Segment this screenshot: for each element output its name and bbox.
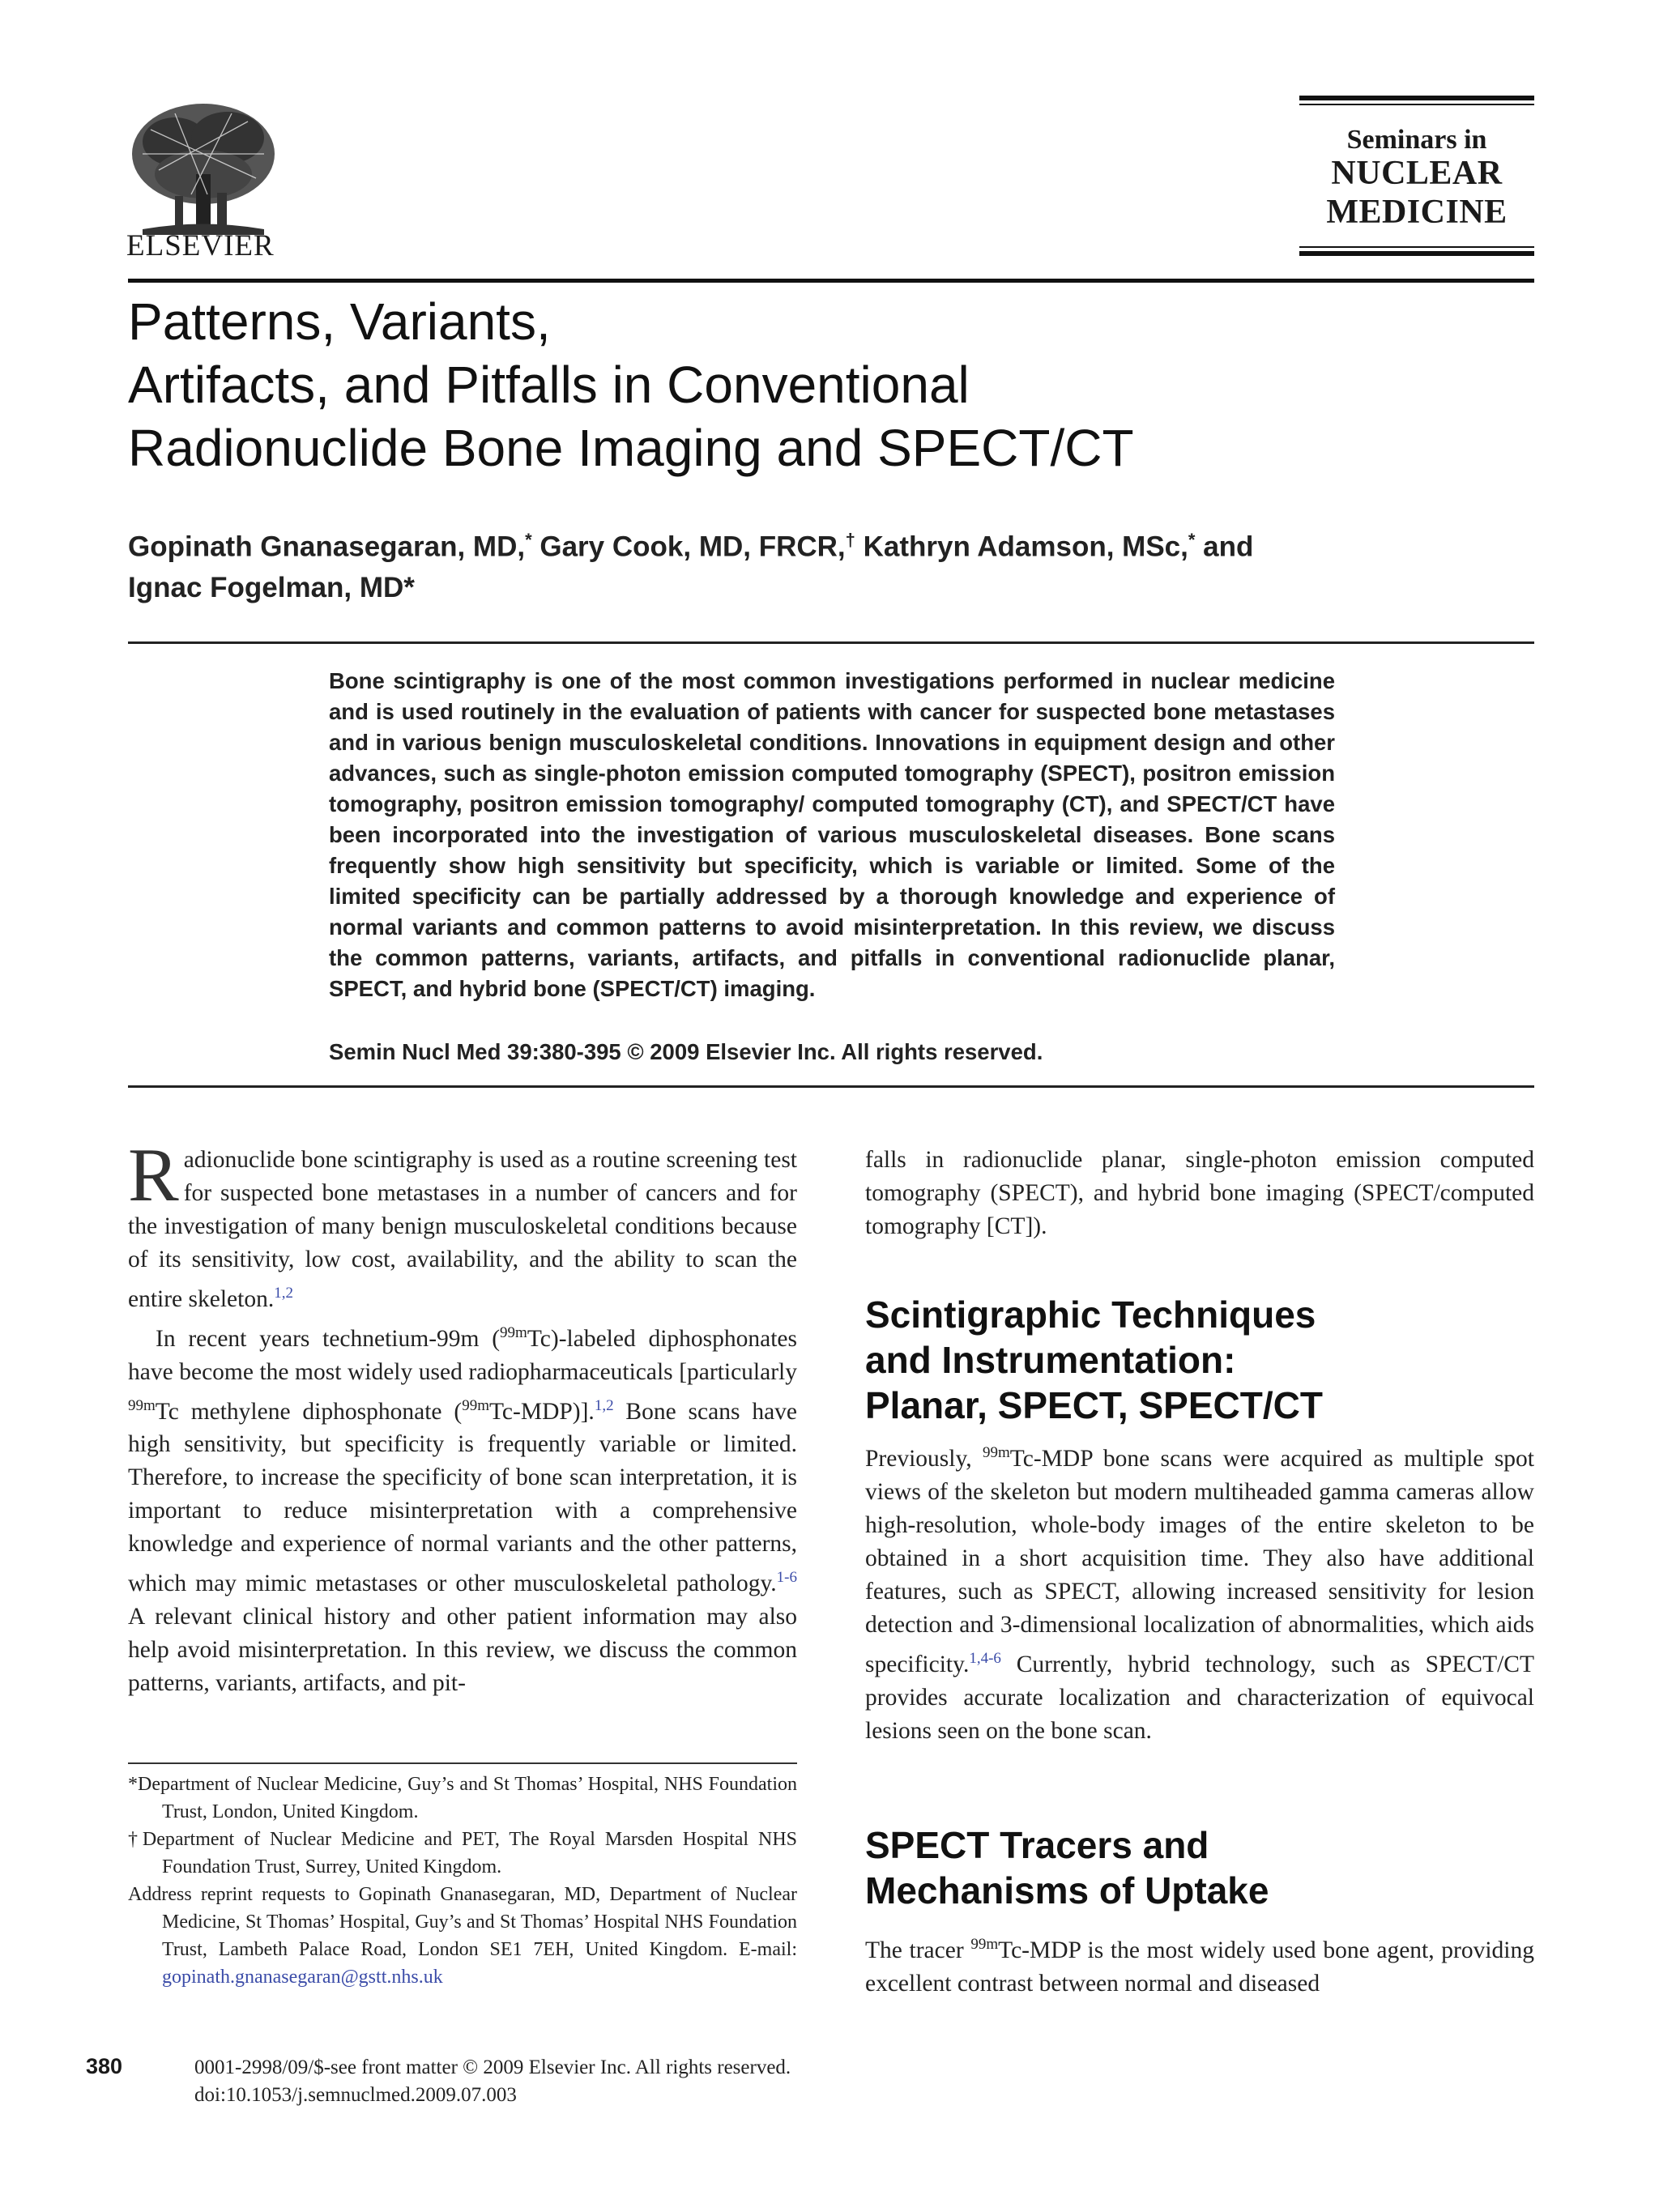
- drop-cap: R: [128, 1133, 179, 1217]
- publisher-wordmark: ELSEVIER: [126, 229, 275, 262]
- section-heading: [865, 1292, 1534, 1428]
- author-4: Ignac Fogelman, MD*: [128, 571, 415, 603]
- footnotes: [128, 1771, 797, 1991]
- reference-link[interactable]: 1,2: [594, 1396, 614, 1414]
- paragraph-text: Currently, hybrid technology, such as SPECT/CT provides accurate localization and characterization of equivocal lesions seen on the bone scan.: [865, 1651, 1534, 1744]
- isotope-mass: 99m: [970, 1936, 999, 1953]
- paragraph: [865, 1928, 1534, 2001]
- affiliation-mark: *: [525, 530, 532, 550]
- paragraph-text: Tc methylene diphosphonate (: [155, 1398, 463, 1425]
- paragraph-text: A relevant clinical history and other patient information may also help avoid misinterpretation. In this review, we discuss the common patterns, variants, artifacts, and pit-: [128, 1604, 797, 1697]
- email-link[interactable]: gopinath.gnanasegaran@gstt.nhs.uk: [162, 1967, 443, 1988]
- title-line-2: Artifacts, and Pitfalls in Conventional: [128, 356, 970, 414]
- body-column-right-intro: [865, 1144, 1534, 1243]
- journal-line-2: NUCLEAR: [1331, 155, 1503, 192]
- paragraph-text: The tracer: [865, 1937, 971, 1963]
- paragraph: falls in radionuclide planar, single-photon emission computed tomography (SPECT), and hybrid bone imaging (SPECT/computed tomography [CT]).: [865, 1147, 1534, 1239]
- article-title: [128, 290, 1505, 479]
- isotope-mass: 99m: [128, 1396, 156, 1414]
- title-line-3: Radionuclide Bone Imaging and SPECT/CT: [128, 419, 1134, 477]
- section-body: [865, 1436, 1534, 1748]
- reference-link[interactable]: 1,2: [274, 1285, 293, 1302]
- footnote-affiliation-1: *Department of Nuclear Medicine, Guy’s and St Thomas’ Hospital, NHS Foundation Trust, London, United Kingdom.: [128, 1774, 797, 1822]
- doi-line: doi:10.1053/j.semnuclmed.2009.07.003: [194, 2084, 517, 2106]
- journal-line-1: Seminars in: [1346, 125, 1487, 155]
- paragraph-text: Tc-MDP)].: [488, 1398, 595, 1425]
- abstract-citation: Semin Nucl Med 39:380-395 © 2009 Elsevier Inc. All rights reserved.: [329, 1039, 1043, 1064]
- author-3: Kathryn Adamson, MSc,: [855, 531, 1188, 563]
- section-heading: [865, 1822, 1534, 1913]
- author-conjunction: and: [1195, 531, 1254, 563]
- author-list: [128, 520, 1505, 608]
- paragraph: [128, 1133, 797, 1316]
- copyright-line: 0001-2998/09/$-see front matter © 2009 Elsevier Inc. All rights reserved.: [194, 2056, 791, 2078]
- journal-line-3: MEDICINE: [1326, 194, 1508, 231]
- body-column-left: [128, 1133, 798, 1700]
- paragraph-text: Tc-MDP is the most widely used bone agent, providing excellent contrast between normal and diseased: [865, 1937, 1534, 1997]
- footnote-rule: [128, 1762, 797, 1764]
- footnote-correspondence: [128, 1881, 797, 1991]
- header-rule: [128, 279, 1534, 283]
- paragraph-text: Bone scans have high sensitivity, but specificity is frequently variable or limited. Therefore, to increase the specificity of bone scan interpretation, it is important to reduce misinterpretation with a comprehensive knowledge and experience of normal variants and the other patterns, which may mimic metastases or other musculoskeletal pathology.: [128, 1398, 798, 1597]
- paragraph-text: Tc-MDP bone scans were acquired as multiple spot views of the skeleton but modern multiheaded gamma cameras allow high-resolution, whole-body images of the entire skeleton to be obtained in a short acquisition time. They also have additional features, such as SPECT, allowing increased sensitivity for lesion detection and 3-dimensional localization of abnormalities, which aids specificity.: [865, 1445, 1535, 1677]
- paragraph: [128, 1316, 797, 1700]
- section-body: [865, 1928, 1534, 2001]
- title-line-1: Patterns, Variants,: [128, 292, 551, 351]
- abstract-rule-top: [128, 641, 1534, 644]
- reference-link[interactable]: 1,4-6: [969, 1649, 1001, 1667]
- heading-line: Planar, SPECT, SPECT/CT: [865, 1384, 1323, 1426]
- author-1: Gopinath Gnanasegaran, MD,: [128, 531, 526, 563]
- reference-link[interactable]: 1-6: [776, 1569, 797, 1587]
- affiliation-mark: *: [1188, 530, 1196, 550]
- abstract-rule-bottom: [128, 1085, 1534, 1088]
- heading-line: and Instrumentation:: [865, 1339, 1236, 1381]
- heading-line: Mechanisms of Uptake: [865, 1869, 1269, 1912]
- affiliation-mark: †: [845, 530, 855, 550]
- isotope-mass: 99m: [462, 1396, 489, 1414]
- isotope-mass: 99m: [500, 1323, 527, 1341]
- heading-line: Scintigraphic Techniques: [865, 1294, 1316, 1336]
- footnote-affiliation-2: †Department of Nuclear Medicine and PET, The Royal Marsden Hospital NHS Foundation Trust, Surrey, United Kingdom.: [128, 1829, 797, 1877]
- heading-line: SPECT Tracers and: [865, 1824, 1209, 1866]
- paragraph-text: In recent years technetium-99m (: [156, 1325, 501, 1352]
- correspondence-text: Address reprint requests to Gopinath Gnanasegaran, MD, Department of Nuclear Medicine, St Thomas’ Hospital, Guy’s and St Thomas’ Hospital NHS Foundation Trust, Lambeth Palace Road, London SE1 7EH, United Kingdom. E-mail:: [128, 1884, 797, 1960]
- paragraph-text: Tc)-labeled diphosphonates have become the most widely used radiopharmaceuticals [particularly: [128, 1325, 797, 1385]
- paragraph-text: adionuclide bone scintigraphy is used as a routine screening test for suspected bone metastases in a number of cancers and for the investigation of many benign musculoskeletal conditions because of its sensitivity, low cost, availability, and the ability to scan the entire skeleton.: [128, 1147, 797, 1312]
- paragraph: [865, 1436, 1534, 1748]
- paragraph-text: Previously,: [865, 1445, 983, 1472]
- abstract-text: Bone scintigraphy is one of the most common investigations performed in nuclear medicine and is used routinely in the evaluation of patients with cancer for suspected bone metastases and in various benign musculoskeletal conditions. Innovations in equipment design and other advances, such as single-photon emission computed tomography (SPECT), positron emission tomography, positron emission tomography/ computed tomography (CT), and SPECT/CT have been incorporated into the investigation of various musculoskeletal diseases. Bone scans frequently show high sensitivity but specificity, which is variable or limited. Some of the limited specificity can be partially addressed by a thorough knowledge and experience of normal variants and common patterns to avoid misinterpretation. In this review, we discuss the common patterns, variants, artifacts, and pitfalls in conventional radionuclide planar, SPECT, and hybrid bone (SPECT/CT) imaging.: [329, 668, 1335, 1001]
- author-2: Gary Cook, MD, FRCR,: [531, 531, 846, 563]
- page-footer: [194, 2054, 791, 2109]
- page-number: 380: [86, 2054, 123, 2078]
- isotope-mass: 99m: [983, 1444, 1010, 1461]
